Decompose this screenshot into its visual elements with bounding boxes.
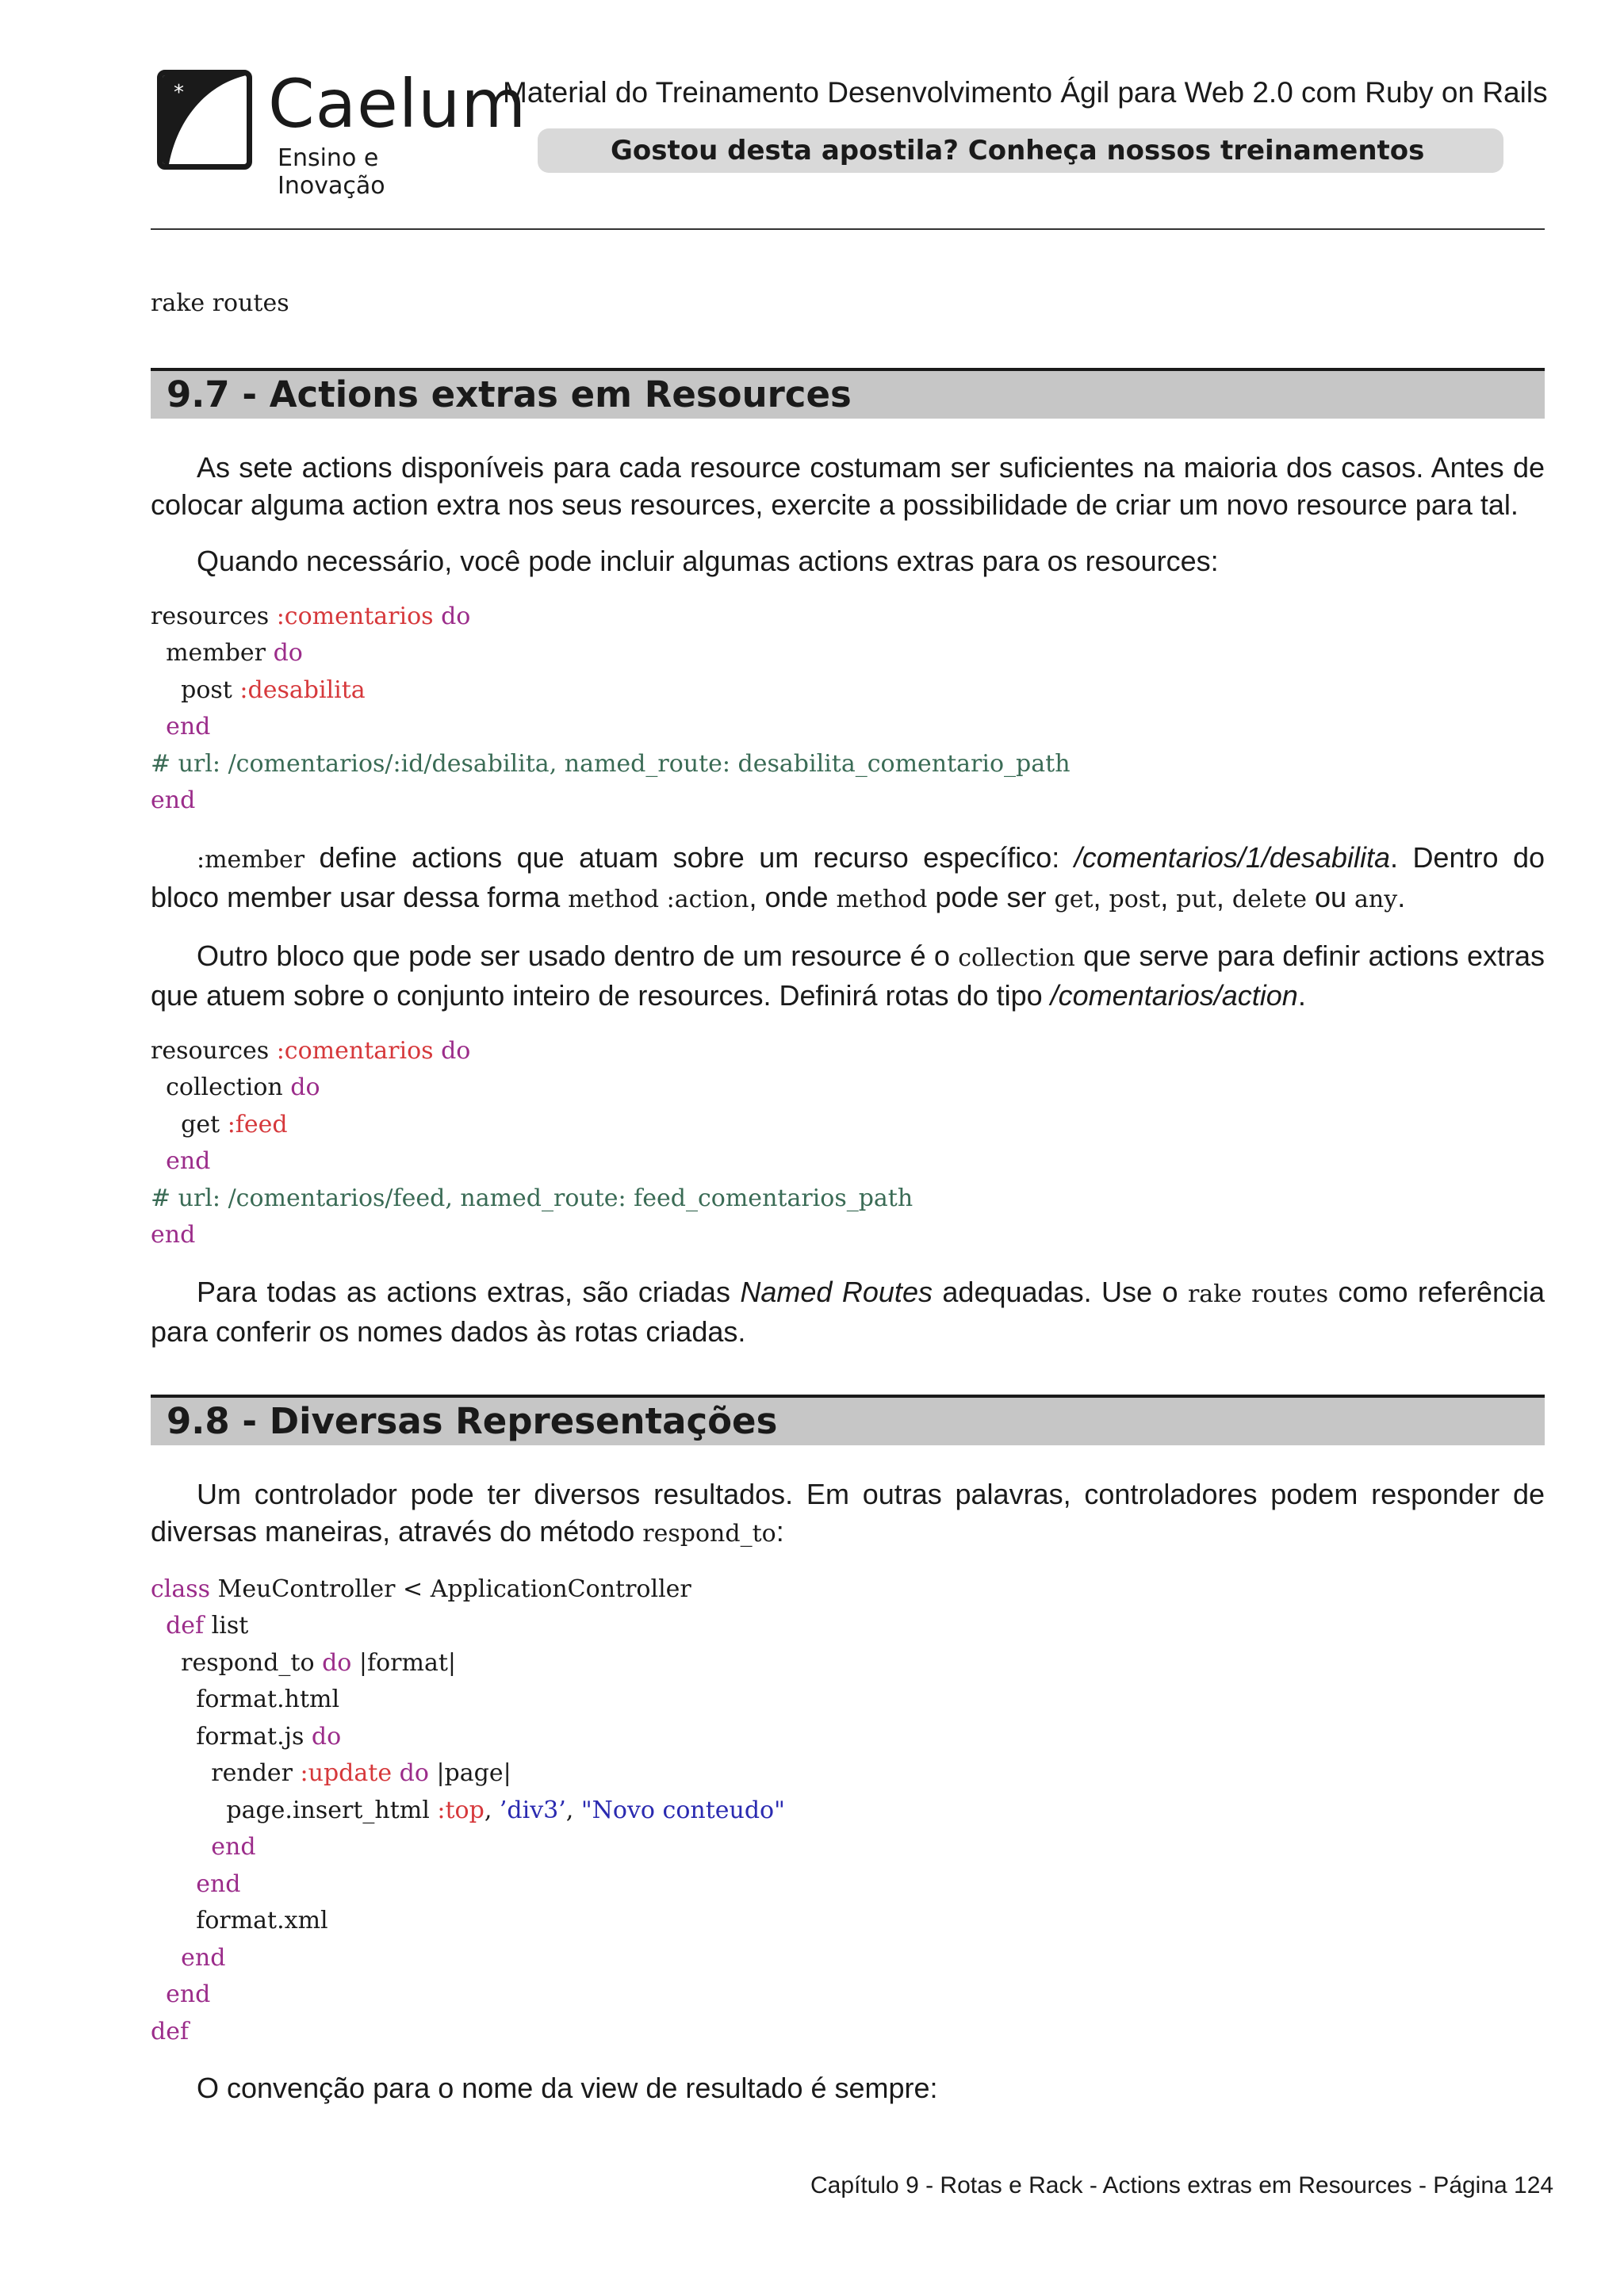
svg-text:*: *	[174, 81, 184, 105]
header-cta-link[interactable]: Gostou desta apostila? Conheça nossos treinamentos	[538, 128, 1503, 173]
paragraph: O convenção para o nome da view de resultado é sempre:	[197, 2072, 938, 2104]
paragraph: Outro bloco que pode ser usado dentro de um resource é o collection que serve para definir actions extras que atuem sobre o conjunto inteiro de resources. Definirá rotas do tipo /comentarios/action.	[151, 939, 1545, 1012]
section-heading-9-8: 9.8 - Diversas Representações	[151, 1395, 1545, 1445]
code-block-member: resources :comentarios do member do post :desabilita end # url: /comentarios/:id/desabilita, named_route: desabilita_comentario_path end	[151, 602, 1071, 814]
code-block-collection: resources :comentarios do collection do get :feed end # url: /comentarios/feed, named_route: feed_comentarios_path end	[151, 1036, 914, 1249]
section-heading-9-7: 9.7 - Actions extras em Resources	[151, 368, 1545, 419]
header-title: Material do Treinamento Desenvolvimento Ágil para Web 2.0 com Ruby on Rails	[503, 76, 1548, 109]
code-block-respond-to: class MeuController < ApplicationController def list respond_to do |format| format.html format.js do render :update do |page| page.insert_html :top, ’div3’, "Novo conteudo" end end format.xml end end def	[151, 1575, 785, 2045]
code-rake-routes: rake routes	[151, 289, 289, 317]
header-divider	[151, 228, 1545, 230]
page-footer: Capítulo 9 - Rotas e Rack - Actions extras em Resources - Página 124	[810, 2172, 1554, 2198]
logo-tagline: Ensino e Inovação	[278, 144, 385, 200]
paragraph: Quando necessário, você pode incluir algumas actions extras para os resources:	[197, 544, 1219, 577]
caelum-logo	[157, 65, 527, 200]
paragraph: Um controlador pode ter diversos resultados. Em outras palavras, controladores podem responder de diversas maneiras, através do método respond_to:	[151, 1477, 1545, 1548]
logo-emblem-icon	[157, 70, 252, 170]
paragraph: :member define actions que atuam sobre um recurso específico: /comentarios/1/desabilita. Dentro do bloco member usar dessa forma method :action, onde method pode ser get, post, put, delete ou any.	[151, 840, 1545, 913]
paragraph: Para todas as actions extras, são criadas Named Routes adequadas. Use o rake routes como referência para conferir os nomes dados às rotas criadas.	[151, 1275, 1545, 1348]
page-header	[151, 62, 1548, 200]
paragraph: As sete actions disponíveis para cada resource costumam ser suficientes na maioria dos casos. Antes de colocar alguma action extra nos seus resources, exercite a possibilidade de criar um novo resource para tal.	[151, 450, 1545, 521]
page-content	[151, 285, 1545, 2107]
logo-wordmark: Caelum	[268, 65, 527, 143]
